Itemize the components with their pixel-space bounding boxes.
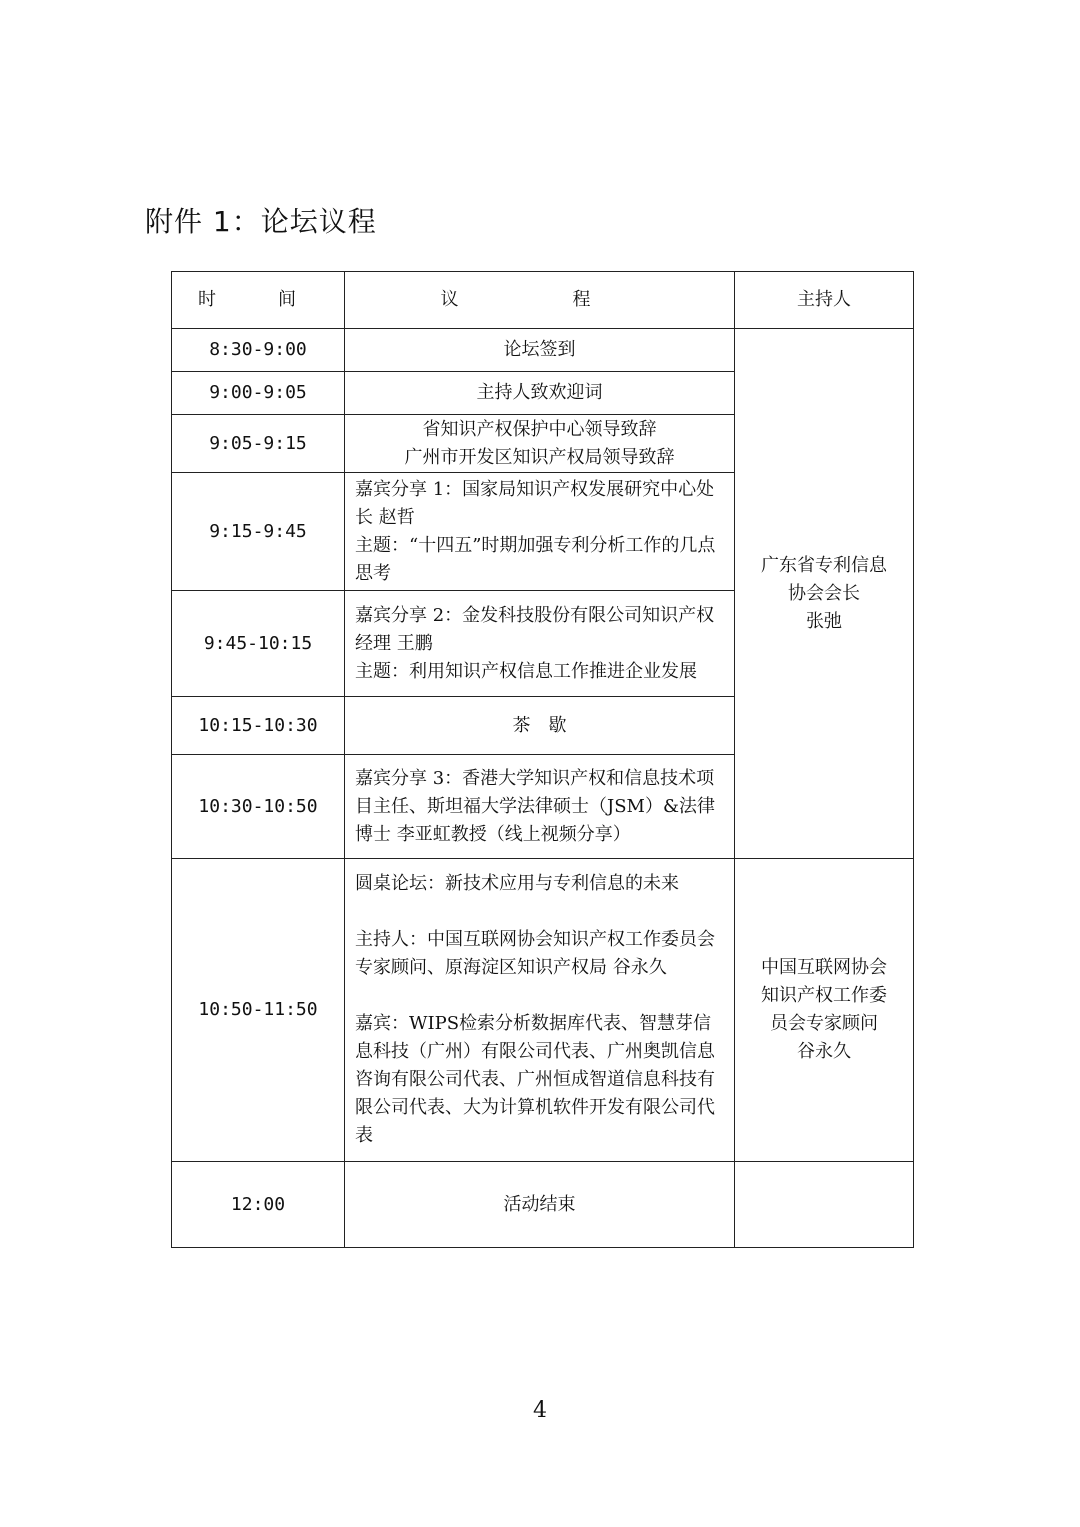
time-cell: 9:05-9:15 (172, 415, 345, 473)
agenda-cell: 活动结束 (345, 1162, 735, 1248)
host-line: 知识产权工作委 (761, 985, 887, 1006)
time-cell: 9:15-9:45 (172, 473, 345, 591)
page-heading: 附件 1：论坛议程 (145, 205, 377, 238)
time-cell: 8:30-9:00 (172, 329, 345, 372)
agenda-cell (345, 415, 735, 473)
agenda-line: 主题：“十四五”时期加强专利分析工作的几点思考 (355, 534, 716, 584)
host-line: 谷永久 (797, 1041, 851, 1062)
agenda-line: 圆桌论坛：新技术应用与专利信息的未来 (355, 873, 679, 894)
host-cell (735, 859, 914, 1162)
host-line: 协会会长 (788, 582, 860, 604)
agenda-line: 主题：利用知识产权信息工作推进企业发展 (355, 660, 697, 682)
agenda-line: 嘉宾分享 1：国家局知识产权发展研究中心处长 赵哲 (355, 478, 715, 528)
agenda-line: 嘉宾分享 3：香港大学知识产权和信息技术项目主任、斯坦福大学法律硕士（JSM）&法律博士 李亚虹教授（线上视频分享） (355, 767, 715, 845)
time-cell: 10:30-10:50 (172, 755, 345, 859)
page-number: 4 (533, 1398, 547, 1423)
header-agenda: 议 程 (345, 272, 735, 329)
agenda-cell: 主持人致欢迎词 (345, 372, 735, 415)
table-row (172, 859, 914, 1162)
agenda-cell (345, 859, 735, 1162)
time-cell: 9:45-10:15 (172, 591, 345, 697)
time-cell: 9:00-9:05 (172, 372, 345, 415)
time-cell: 12:00 (172, 1162, 345, 1248)
agenda-line: 省知识产权保护中心领导致辞 (422, 418, 657, 440)
agenda-line: 主持人：中国互联网协会知识产权工作委员会专家顾问、原海淀区知识产权局 谷永久 (355, 929, 715, 978)
agenda-cell (345, 591, 735, 697)
host-cell-empty (735, 1162, 914, 1248)
agenda-line: 嘉宾：WIPS检索分析数据库代表、智慧芽信息科技（广州）有限公司代表、广州奥凯信息咨询有限公司代表、广州恒成智道信息科技有限公司代表、大为计算机软件开发有限公司代表 (355, 1013, 715, 1146)
host-line: 员会专家顾问 (770, 1013, 878, 1034)
header-time: 时 间 (172, 272, 345, 329)
table-row (172, 1162, 914, 1248)
time-cell: 10:50-11:50 (172, 859, 345, 1162)
host-line: 中国互联网协会 (761, 957, 887, 978)
host-cell (735, 329, 914, 859)
header-host: 主持人 (735, 272, 914, 329)
table-row (172, 329, 914, 372)
host-line: 张弛 (806, 610, 842, 632)
host-line: 广东省专利信息 (761, 554, 887, 576)
agenda-cell: 茶 歇 (345, 697, 735, 755)
agenda-cell (345, 473, 735, 591)
agenda-line: 广州市开发区知识产权局领导致辞 (404, 446, 675, 468)
time-cell: 10:15-10:30 (172, 697, 345, 755)
agenda-line: 嘉宾分享 2：金发科技股份有限公司知识产权经理 王鹏 (355, 604, 715, 654)
table-header-row (172, 272, 914, 329)
agenda-table (171, 271, 914, 1248)
agenda-cell: 论坛签到 (345, 329, 735, 372)
agenda-cell (345, 755, 735, 859)
